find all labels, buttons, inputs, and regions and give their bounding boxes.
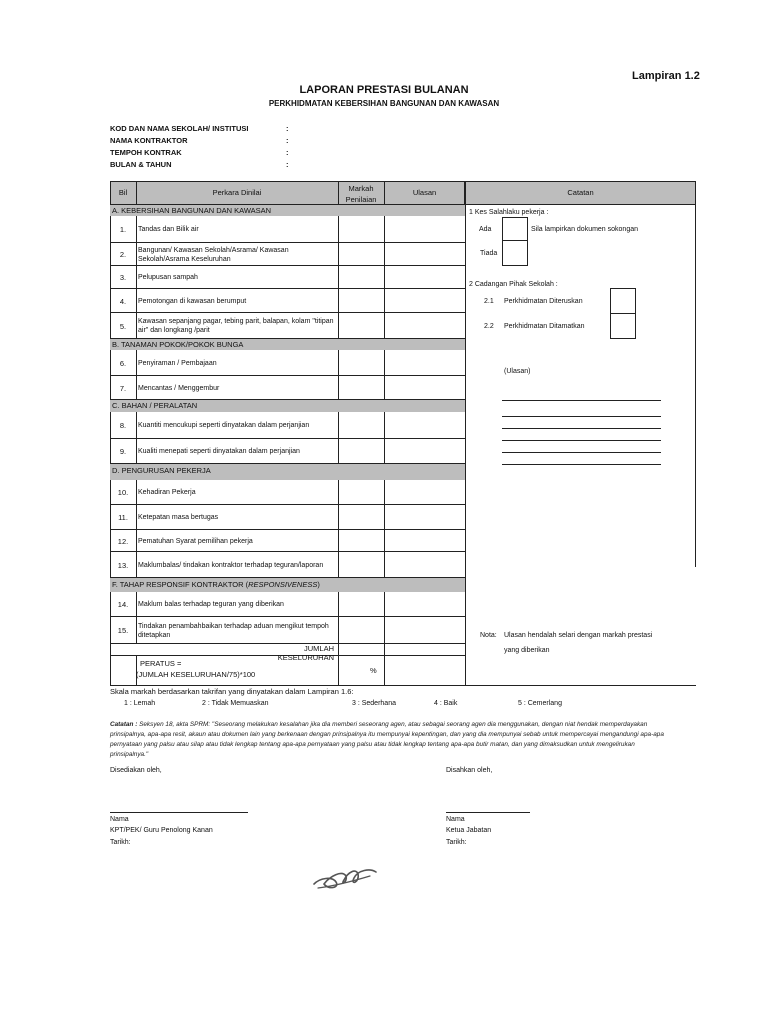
lampiran-label: Lampiran 1.2	[632, 70, 700, 82]
sign-left-tarikh: Tarikh:	[110, 839, 131, 846]
nota-label: Nota:	[480, 632, 497, 639]
ulasan-input[interactable]	[385, 350, 465, 376]
divider	[136, 552, 137, 578]
divider	[136, 592, 137, 617]
percent-sign: %	[370, 666, 377, 675]
page-title: LAPORAN PRESTASI BULANAN	[299, 84, 469, 96]
meta-colon: :	[286, 124, 289, 133]
skala-3: 3 : Sederhana	[352, 700, 396, 707]
peratus-input[interactable]	[339, 656, 384, 685]
section-a: A. KEBERSIHAN BANGUNAN DAN KAWASAN	[110, 205, 465, 216]
skala-5: 5 : Cemerlang	[518, 700, 562, 707]
row-perkara: Pemotongan di kawasan berumput	[138, 297, 247, 305]
markah-input[interactable]	[339, 505, 384, 530]
section-f	[110, 578, 465, 592]
divider	[136, 505, 137, 530]
markah-input[interactable]	[339, 313, 384, 339]
row-number: 15.	[117, 626, 129, 635]
divider	[136, 412, 137, 439]
ulasan-input[interactable]	[385, 243, 465, 266]
divider	[136, 480, 137, 505]
divider	[136, 266, 137, 289]
ulasan-input[interactable]	[385, 552, 465, 578]
markah-input[interactable]	[339, 592, 384, 617]
col-catatan: Catatan	[567, 188, 594, 197]
skala-title: Skala markah berdasarkan takrifan yang dinyatakan dalam Lampiran 1.6:	[110, 687, 354, 696]
ada-checkbox[interactable]	[502, 217, 528, 241]
ulasan-input[interactable]	[385, 376, 465, 400]
markah-input[interactable]	[339, 243, 384, 266]
col-markah: Markah Penilaian	[345, 184, 377, 204]
nota-text-2: yang diberikan	[504, 647, 550, 654]
divider	[136, 530, 137, 552]
row-perkara: Tindakan penambahbaikan terhadap aduan mengikut tempoh ditetapkan	[138, 622, 329, 639]
ulasan-line[interactable]	[502, 416, 661, 417]
opt21-label: Perkhidmatan Diteruskan	[504, 298, 583, 305]
ulasan-line[interactable]	[502, 440, 661, 441]
opt22-label: Perkhidmatan Ditamatkan	[504, 323, 585, 330]
option-tiada: Tiada	[480, 250, 498, 257]
row-number: 6.	[119, 358, 127, 368]
meta-colon: :	[286, 136, 289, 145]
catatan-bottom-border	[465, 685, 696, 686]
sign-right-nama: Nama	[446, 816, 465, 823]
ditamatkan-checkbox[interactable]	[610, 313, 636, 339]
row-perkara: Maklumbalas/ tindakan kontraktor terhadap teguran/laporan	[138, 561, 324, 569]
markah-input[interactable]	[339, 289, 384, 313]
row-number: 9.	[119, 447, 127, 456]
meta-colon: :	[286, 148, 289, 157]
divider	[136, 289, 137, 313]
ulasan-input[interactable]	[385, 412, 465, 439]
row-number: 4.	[119, 296, 127, 306]
signature-line-left[interactable]	[110, 812, 248, 813]
table-border	[465, 205, 466, 686]
ulasan-input[interactable]	[385, 592, 465, 617]
sign-right-role: Ketua Jabatan	[446, 827, 492, 834]
divider	[136, 350, 137, 376]
jumlah-label: JUMLAH KESELURUHAN	[277, 644, 334, 662]
catatan-note	[110, 720, 670, 760]
markah-input[interactable]	[339, 412, 384, 439]
ulasan-input[interactable]	[385, 617, 465, 644]
nota-text-1: Ulasan hendalah selari dengan markah prestasi	[504, 632, 653, 639]
meta-label-tempoh: TEMPOH KONTRAK	[110, 148, 182, 157]
catatan-right-border	[695, 205, 696, 567]
meta-colon: :	[286, 160, 289, 169]
ulasan-input[interactable]	[385, 505, 465, 530]
tiada-checkbox[interactable]	[502, 240, 528, 266]
ulasan-label: (Ulasan)	[504, 368, 531, 375]
markah-input[interactable]	[339, 617, 384, 644]
catatan-item1: 1 Kes Salahlaku pekerja :	[469, 209, 549, 216]
markah-input[interactable]	[339, 216, 384, 243]
row-perkara: Penyiraman / Pembajaan	[138, 359, 217, 367]
row-number: 14.	[117, 600, 129, 609]
disediakan-label: Disediakan oleh,	[110, 767, 162, 774]
page-subtitle: PERKHIDMATAN KEBERSIHAN BANGUNAN DAN KAWASAN	[268, 99, 500, 108]
ulasan-line[interactable]	[502, 428, 661, 429]
row-perkara: Tandas dan Bilik air	[138, 226, 199, 233]
skala-1: 1 : Lemah	[124, 700, 156, 707]
section-c: C. BAHAN / PERALATAN	[110, 400, 465, 412]
meta-label-kontraktor: NAMA KONTRAKTOR	[110, 136, 188, 145]
ulasan-line[interactable]	[502, 464, 661, 465]
ulasan-input[interactable]	[385, 266, 465, 289]
row-perkara: Ketepatan masa bertugas	[138, 514, 219, 521]
divider	[136, 216, 137, 243]
row-number: 11.	[118, 513, 128, 522]
row-number: 2.	[119, 250, 127, 259]
ulasan-input[interactable]	[385, 480, 465, 505]
table-border	[110, 685, 466, 686]
row-number: 7.	[119, 383, 127, 393]
row-number: 1.	[119, 225, 127, 234]
peratus-formula: (JUMLAH KESELURUHAN/75)*100	[136, 670, 256, 679]
option-ada: Ada	[479, 226, 492, 233]
divider	[136, 313, 137, 339]
markah-input[interactable]	[339, 350, 384, 376]
ulasan-input[interactable]	[385, 216, 465, 243]
row-perkara: Kawasan sepanjang pagar, tebing parit, balapan, kolam "titipan air" dan longkang /parit	[138, 318, 334, 334]
ulasan-line[interactable]	[502, 400, 661, 401]
meta-label-sekolah: KOD DAN NAMA SEKOLAH/ INSTITUSI	[110, 124, 249, 133]
row-number: 12.	[117, 536, 129, 546]
row-perkara: Pelupusan sampah	[138, 274, 198, 281]
diteruskan-checkbox[interactable]	[610, 288, 636, 314]
section-f-em: RESPONSIVENESS	[248, 580, 318, 589]
divider	[136, 243, 137, 266]
section-f-suffix: )	[317, 580, 320, 589]
col-perkara: Perkara Dinilai	[212, 188, 262, 197]
row-number: 3.	[119, 273, 127, 282]
divider	[384, 644, 385, 685]
markah-input[interactable]	[339, 439, 384, 464]
skala-4: 4 : Baik	[434, 700, 458, 707]
jumlah-markah-input[interactable]	[339, 644, 384, 656]
divider	[136, 617, 137, 644]
divider	[136, 376, 137, 400]
sign-left-role: KPT/PEK/ Guru Penolong Kanan	[110, 827, 213, 834]
ulasan-input[interactable]	[385, 313, 465, 339]
sign-left-nama: Nama	[110, 816, 129, 823]
row-number: 8.	[119, 421, 127, 430]
meta-label-bulan: BULAN & TAHUN	[110, 160, 172, 169]
row-perkara: Kehadiran Pekerja	[138, 489, 196, 496]
col-bil: Bil	[118, 188, 128, 197]
row-number: 13.	[117, 560, 129, 570]
handwritten-signature	[310, 862, 382, 894]
ulasan-input[interactable]	[385, 289, 465, 313]
row-perkara: Kuantiti mencukupi seperti dinyatakan dalam perjanjian	[138, 422, 310, 429]
divider	[338, 181, 339, 205]
peratus-label: PERATUS =	[140, 659, 182, 668]
ulasan-line[interactable]	[502, 452, 661, 453]
section-d: D. PENGURUSAN PEKERJA	[110, 464, 465, 480]
markah-input[interactable]	[339, 480, 384, 505]
row-perkara: Mencantas / Menggembur	[138, 384, 220, 392]
row-perkara: Maklum balas terhadap teguran yang diberikan	[138, 601, 284, 608]
markah-input[interactable]	[339, 530, 384, 552]
markah-input[interactable]	[339, 552, 384, 578]
sila-lampirkan: Sila lampirkan dokumen sokongan	[531, 226, 639, 233]
catatan-item2: 2 Cadangan Pihak Sekolah :	[469, 281, 558, 288]
ulasan-input[interactable]	[385, 530, 465, 552]
section-b: B. TANAMAN POKOK/POKOK BUNGA	[110, 339, 465, 350]
disahkan-label: Disahkan oleh,	[446, 767, 493, 774]
section-f-prefix: F. TAHAP RESPONSIF KONTRAKTOR (	[112, 580, 249, 589]
markah-input[interactable]	[339, 266, 384, 289]
row-perkara: Pematuhan Syarat pemilihan pekerja	[138, 537, 253, 545]
row-number: 5.	[119, 321, 127, 331]
row-number: 10.	[117, 488, 129, 497]
opt22-num: 2.2	[484, 323, 494, 330]
skala-2: 2 : Tidak Memuaskan	[202, 700, 269, 707]
col-ulasan: Ulasan	[412, 188, 437, 197]
catatan-note-text: Seksyen 18, akta SPRM: "Seseorang melakukan kesalahan jika dia memberi seseorang agen, atau sebagai seorang agen dia menggunakan, dengan niat hendak memperdayakan prinsipalnya, apa-apa resit, akaun atau dokumen lain yang berkenaan dengan prinsipalnya itu mempunyai kepentingan, dan yang dia mempunyai sebab untuk mempercayai mengandungi apa-apa pernyataan yang palsu atau silap atau tidak lengkap tentang apa-apa pernyataan yang palsu atau tidak lengkap tentang apa-apa butir matan, dan yang dimaksudkan untuk mengelirukan prinsipalnya."	[110, 721, 664, 758]
signature-line-right[interactable]	[446, 812, 530, 813]
row-perkara: Bangunan/ Kawasan Sekolah/Asrama/ Kawasan Sekolah/Asrama Keseluruhan	[138, 246, 289, 263]
ulasan-input[interactable]	[385, 439, 465, 464]
opt21-num: 2.1	[484, 298, 494, 305]
markah-input[interactable]	[339, 376, 384, 400]
row-perkara: Kualiti menepati seperti dinyatakan dalam perjanjian	[138, 448, 300, 455]
sign-right-tarikh: Tarikh:	[446, 839, 467, 846]
catatan-note-label: Catatan :	[110, 721, 138, 728]
divider	[136, 439, 137, 464]
